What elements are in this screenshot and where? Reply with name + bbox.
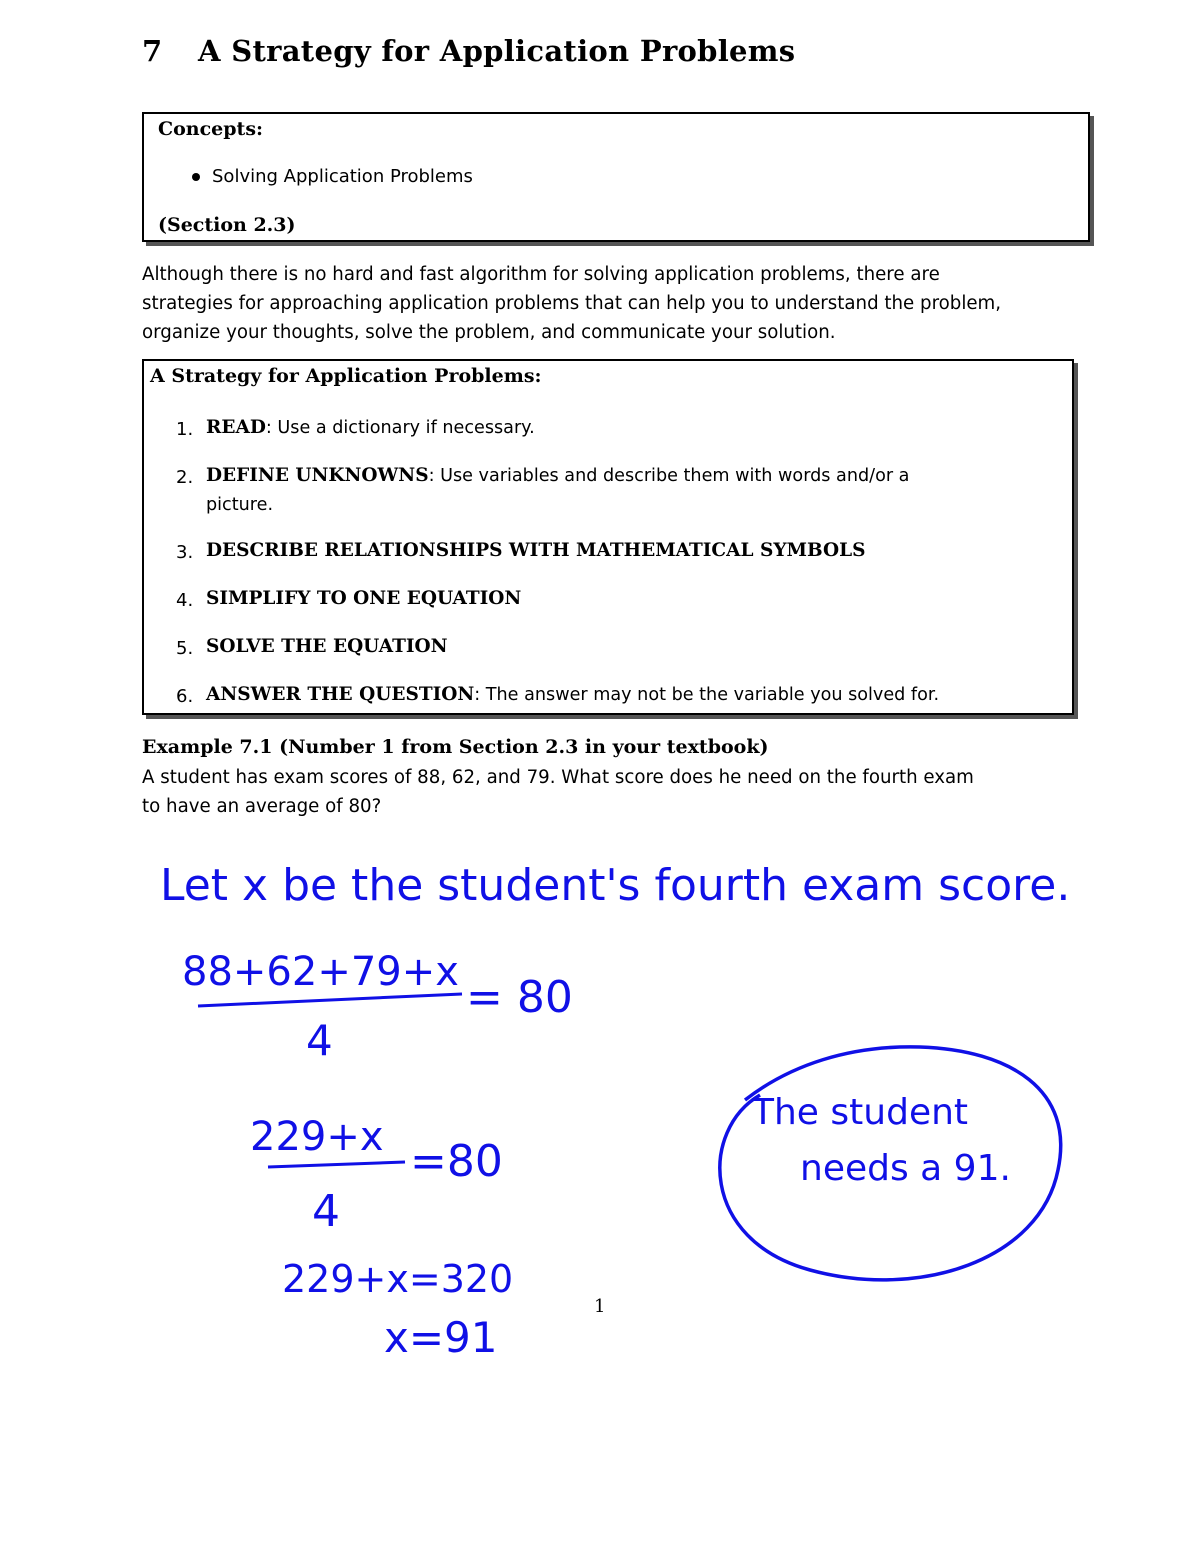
fraction-bar: [198, 994, 462, 1006]
concepts-section-ref: (Section 2.3): [158, 214, 296, 236]
step-label: DESCRIBE RELATIONSHIPS WITH MATHEMATICAL SYMBOLS: [206, 540, 866, 561]
example-title: Example 7.1 (Number 1 from Section 2.3 in your textbook): [142, 736, 769, 758]
section-number: 7: [142, 34, 163, 68]
handwritten-eq1-rhs: = 80: [466, 972, 573, 1023]
handwritten-eq1-denominator: 4: [306, 1016, 333, 1065]
step-number: 1.: [176, 419, 194, 440]
intro-line: strategies for approaching application problems that can help you to understand the problem,: [142, 293, 1002, 314]
concepts-item-label: Solving Application Problems: [212, 166, 473, 187]
step-description: : The answer may not be the variable you solved for.: [474, 685, 940, 705]
fraction-bar: [268, 1162, 405, 1167]
handwritten-eq3: 229+x=320: [282, 1257, 514, 1301]
page-number: 1: [594, 1296, 606, 1317]
handwritten-eq2-denominator: 4: [312, 1186, 340, 1237]
handwritten-answer-line2: needs a 91.: [800, 1148, 1011, 1189]
handwritten-eq2-numerator: 229+x: [250, 1114, 384, 1160]
handwritten-definition: Let x be the student's fourth exam score.: [160, 860, 1071, 911]
handwritten-eq2-rhs: =80: [410, 1136, 503, 1187]
step-number: 2.: [176, 467, 194, 488]
step-label: DEFINE UNKNOWNS: [206, 465, 429, 486]
handwritten-eq4: x=91: [384, 1313, 498, 1362]
step-label: SOLVE THE EQUATION: [206, 636, 448, 657]
step-label: SIMPLIFY TO ONE EQUATION: [206, 588, 522, 609]
example-line: A student has exam scores of 88, 62, and 79. What score does he need on the fourth exam: [142, 767, 974, 788]
step-number: 3.: [176, 542, 194, 563]
handwritten-eq1-numerator: 88+62+79+x: [182, 949, 459, 995]
concepts-heading: Concepts:: [158, 118, 264, 140]
step-description: : Use variables and describe them with words and/or a: [428, 466, 910, 486]
handwritten-answer-line1: The student: [752, 1092, 969, 1133]
intro-line: Although there is no hard and fast algorithm for solving application problems, there are: [142, 264, 940, 285]
strategy-heading: A Strategy for Application Problems:: [150, 365, 542, 387]
intro-line: organize your thoughts, solve the problem, and communicate your solution.: [142, 322, 836, 343]
example-line: to have an average of 80?: [142, 796, 382, 817]
step-description: picture.: [206, 495, 274, 515]
step-label: ANSWER THE QUESTION: [206, 684, 475, 705]
step-number: 6.: [176, 686, 194, 707]
section-title-text: A Strategy for Application Problems: [198, 34, 796, 68]
step-number: 4.: [176, 590, 194, 611]
step-description: : Use a dictionary if necessary.: [265, 418, 535, 438]
step-number: 5.: [176, 638, 194, 659]
step-label: READ: [206, 417, 266, 438]
